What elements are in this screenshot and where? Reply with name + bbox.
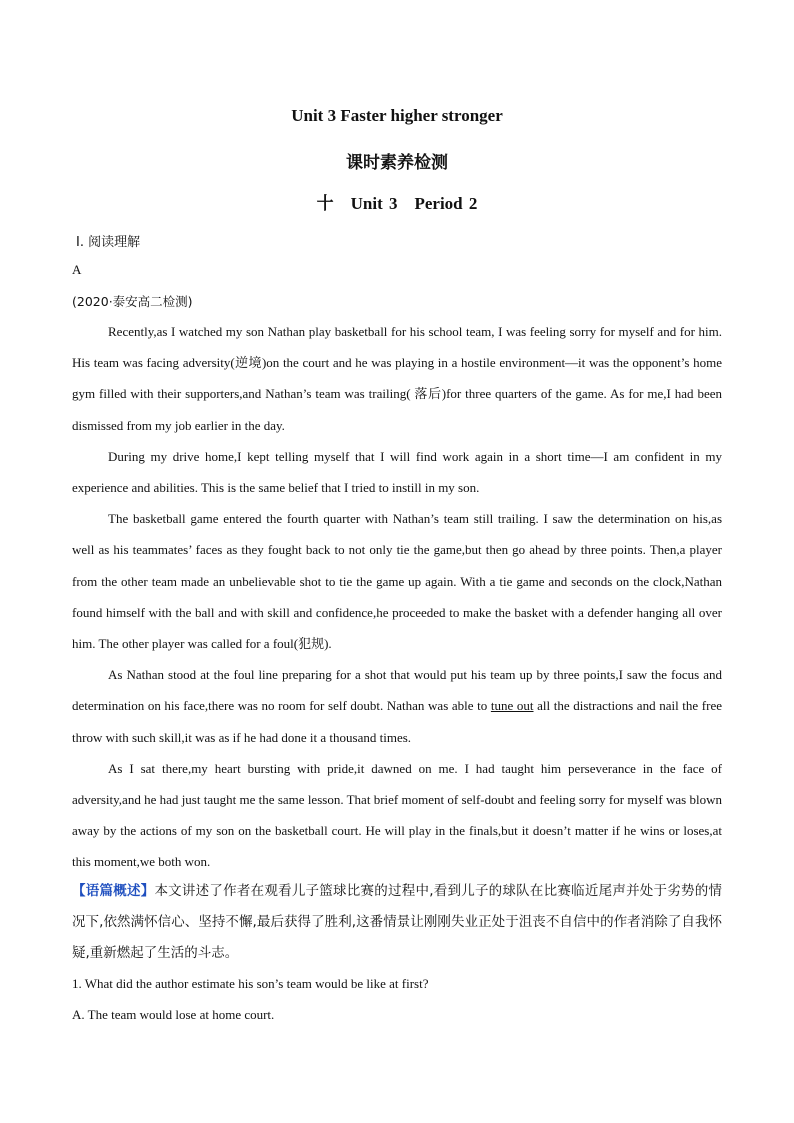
part-label: A	[72, 262, 82, 277]
summary-tag: 【语篇概述】	[72, 883, 155, 899]
page-subtitle: 课时素养检测	[346, 153, 448, 173]
unit-title: Unit 3 Faster higher stronger	[291, 106, 503, 125]
passage-paragraph: During my drive home,I kept telling myself that I will find work again in a short time—I am confident in my experience and abilities. This is the same belief that I tried to instill in my son.	[72, 448, 722, 496]
passage-paragraph: Recently,as I watched my son Nathan play basketball for his school team, I was feeling sorry for myself and for him. His team was facing adversity(逆境)on the court and he was playing in a hostile environment—it was the opponent’s home gym filled with their supporters,and Nathan’s team was trailing( 落后)for three quarters of the game. As for me,I had been dismissed from my job earlier in the day.	[72, 324, 722, 433]
passage-text: all the distractions and nail the free throw with such skill,it was as if he had done it a thousand times.	[72, 698, 723, 745]
reading-passage	[72, 316, 722, 878]
section-heading: Ⅰ. 阅读理解	[76, 235, 141, 250]
passage-paragraph	[72, 659, 722, 753]
passage-paragraph: The basketball game entered the fourth quarter with Nathan’s team still trailing. I saw the determination on his,as well as his teammates’ faces as they fought back to not only tie the game,but then go ahead by three points. Then,a player from the other team made an unbelievable shot to tie the game up again. With a tie game and seconds on the clock,Nathan found himself with the ball and with skill and confidence,he proceeded to make the basket with a defender hanging all over him. The other player was called for a foul(犯规).	[72, 511, 722, 652]
question-1: 1. What did the author estimate his son’s team would be like at first?	[72, 976, 429, 991]
passage-text: As Nathan stood at the foul line preparing for a shot that would put his team up by three points,I saw the focus and determination on his face,there was no room for self doubt. Nathan was able to	[72, 667, 722, 714]
period-title: 十 Unit 3 Period 2	[316, 194, 478, 213]
passage-summary	[72, 876, 722, 969]
summary-text: 本文讲述了作者在观看儿子篮球比赛的过程中,看到儿子的球队在比赛临近尾声并处于劣势的情况下,依然满怀信心、坚持不懈,最后获得了胜利,这番情景让刚刚失业正处于沮丧不自信中的作者消除了自我怀疑,重新燃起了生活的斗志。	[72, 883, 723, 961]
question-1-option-a: A. The team would lose at home court.	[72, 1007, 275, 1022]
passage-paragraph: As I sat there,my heart bursting with pride,it dawned on me. I had taught him perseverance in the face of adversity,and he had just taught me the same lesson. That brief moment of self-doubt and feeling sorry for myself was blown away by the actions of my son on the basketball court. He will play in the finals,but it doesn’t matter if he wins or loses,at this moment,we both won.	[72, 760, 722, 870]
underlined-phrase: tune out	[490, 698, 534, 714]
source-note: (2020·泰安高二检测)	[72, 294, 193, 309]
